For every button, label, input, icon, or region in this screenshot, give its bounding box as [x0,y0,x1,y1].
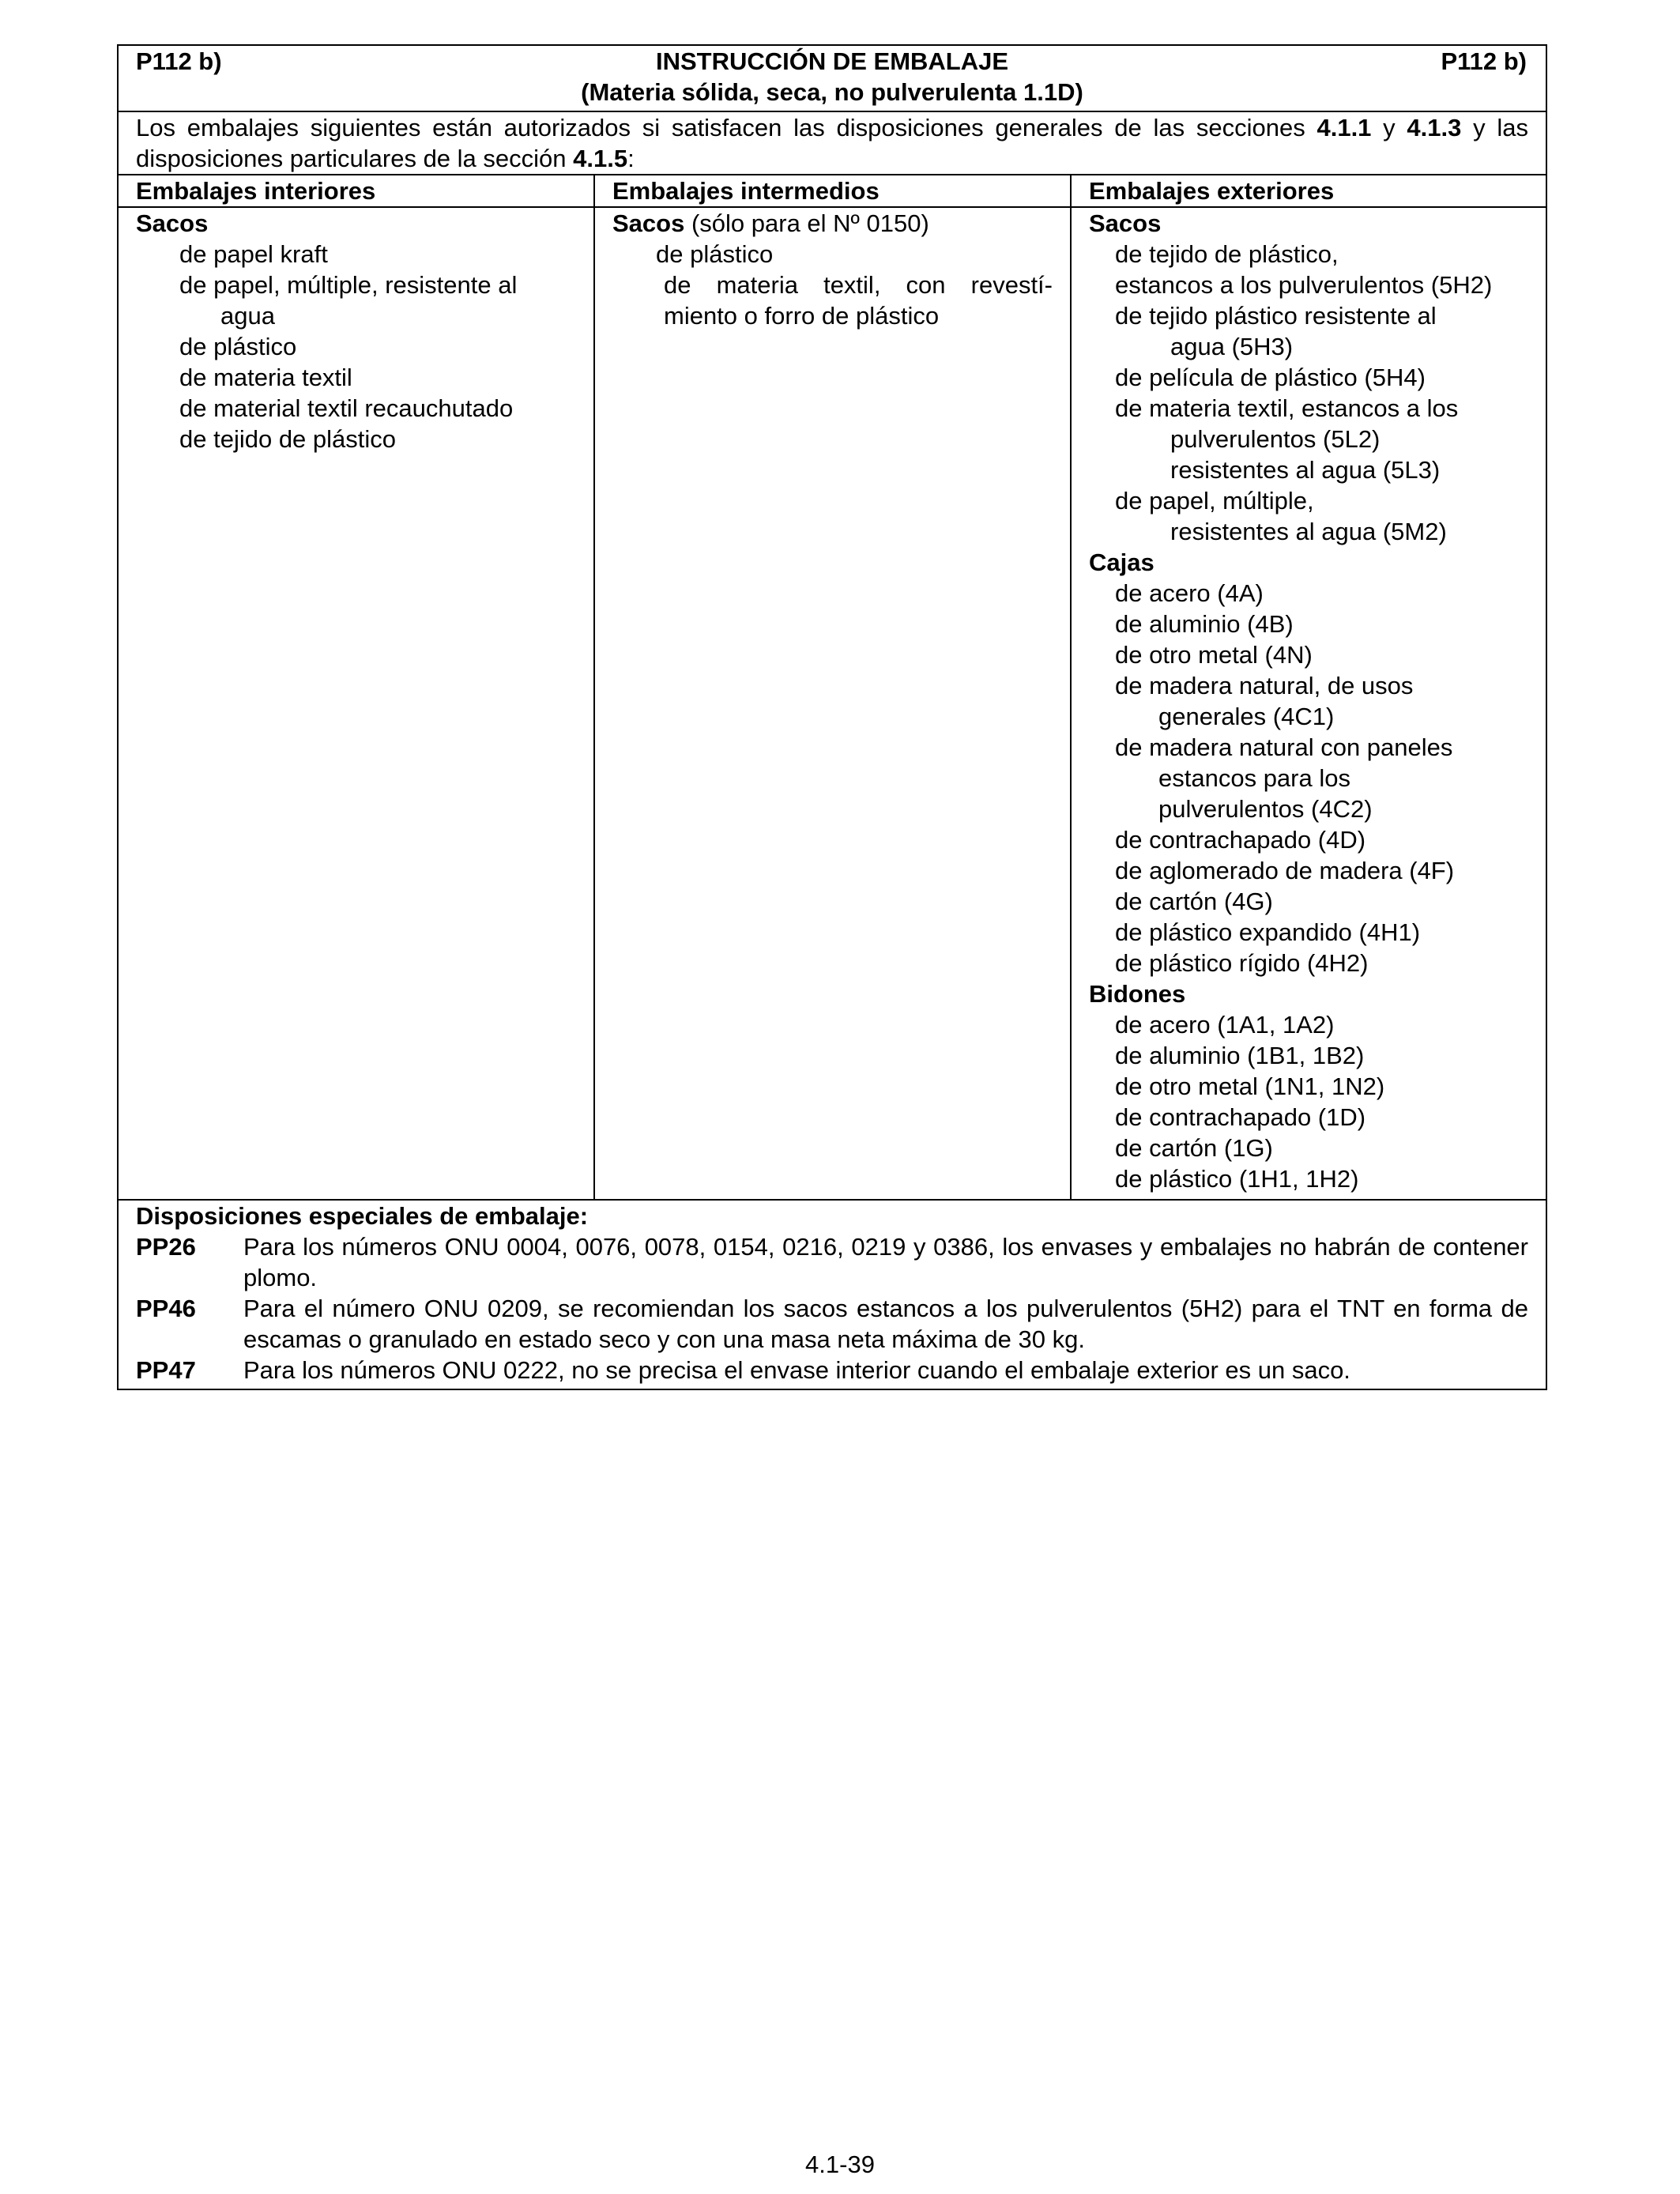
provision-pp46 [136,1293,1528,1355]
special-provisions [119,1201,1546,1389]
list-item: de plástico rígido (4H2) [1115,949,1369,977]
provision-text: Para los números ONU 0222, no se precisa el envase interior cuando el embalaje exterior es un saco. [243,1356,1350,1384]
intro-ref-411: 4.1.1 [1317,114,1372,141]
inner-group-sacos: Sacos [136,209,209,237]
heading-intermediate: Embalajes intermedios [595,175,1072,206]
list-item: de contrachapado (4D) [1115,826,1366,854]
list-item: de otro metal (1N1, 1N2) [1115,1072,1385,1100]
outer-group-cajas: Cajas [1089,548,1155,576]
list-item-continuation: estancos para los [1158,764,1350,792]
intro-text-3: y las disposiciones particulares de la sección [136,114,1528,172]
list-item: de aluminio (1B1, 1B2) [1115,1042,1365,1069]
list-item: de material textil recauchutado [179,394,514,422]
list-item: de tejido plástico resistente al [1115,302,1437,330]
list-item: de contrachapado (1D) [1115,1103,1366,1131]
provision-code: PP47 [136,1356,196,1384]
list-item: de cartón (4G) [1115,888,1273,915]
list-item-continuation: agua [220,302,275,330]
instruction-title: INSTRUCCIÓN DE EMBALAJE [655,47,1009,75]
list-item-continuation: miento o forro de plástico [664,302,940,330]
packaging-body-row [119,208,1546,1201]
list-item: de materia textil, con revestí- [664,271,1053,299]
list-item: de papel, múltiple, resistente al [179,271,518,299]
provision-pp26 [136,1231,1528,1293]
page-number: 4.1-39 [805,2151,875,2178]
list-item-continuation: agua (5H3) [1170,333,1294,360]
list-item: de otro metal (4N) [1115,641,1313,669]
list-item: de materia textil [179,364,352,391]
list-item: de cartón (1G) [1115,1134,1273,1162]
list-item-continuation: generales (4C1) [1158,703,1335,730]
list-item: de aluminio (4B) [1115,610,1294,638]
list-item: de madera natural, de usos [1115,672,1414,699]
intermediate-group-sacos: Sacos [612,209,685,237]
packing-instruction-table [117,44,1547,1390]
list-item: de acero (1A1, 1A2) [1115,1011,1335,1039]
list-item: de madera natural con paneles [1115,733,1453,761]
intro-text-2: y [1371,114,1407,141]
provision-code: PP26 [136,1233,196,1261]
provision-text: Para el número ONU 0209, se recomiendan los sacos estancos a los pulverulentos (5H2) para el TNT en forma de escamas o granulado en estado seco y con una masa neta máxima de 30 kg. [243,1295,1528,1353]
intro-paragraph [119,112,1546,175]
list-item: de acero (4A) [1115,579,1264,607]
intermediate-group-note: (sólo para el Nº 0150) [684,209,929,237]
title-row [119,46,1546,112]
list-item: de materia textil, estancos a los [1115,394,1459,422]
list-item: de tejido de plástico [179,425,397,453]
outer-group-bidones: Bidones [1089,980,1186,1008]
provision-code: PP46 [136,1295,196,1322]
list-item: de plástico expandido (4H1) [1115,918,1421,946]
column-headings-row [119,175,1546,208]
list-item-continuation: resistentes al agua (5L3) [1170,456,1441,484]
list-item: de plástico (1H1, 1H2) [1115,1165,1359,1193]
special-provisions-title: Disposiciones especiales de embalaje: [136,1202,589,1230]
list-item-continuation: pulverulentos (4C2) [1158,795,1373,823]
provision-text: Para los números ONU 0004, 0076, 0078, 0154, 0216, 0219 y 0386, los envases y embalajes no habrán de contener plomo. [243,1233,1528,1291]
instruction-subtitle: (Materia sólida, seca, no pulverulenta 1.1D) [581,78,1083,106]
heading-inner: Embalajes interiores [119,175,595,206]
list-item: estancos a los pulverulentos (5H2) [1115,271,1493,299]
list-item: de tejido de plástico, [1115,240,1339,268]
list-item-continuation: resistentes al agua (5M2) [1170,518,1447,545]
provision-pp47 [136,1355,1528,1385]
intro-ref-415: 4.1.5 [573,145,628,172]
intermediate-packaging-column [595,208,1072,1199]
intermediate-group-line [612,208,1053,239]
instruction-title-block [119,46,1546,107]
inner-packaging-column [119,208,595,1199]
list-item: de aglomerado de madera (4F) [1115,857,1455,884]
list-item: de película de plástico (5H4) [1115,364,1426,391]
list-item: de plástico [656,240,774,268]
heading-outer: Embalajes exteriores [1089,177,1335,205]
instruction-code-right: P112 b) [1441,47,1527,75]
list-item: de plástico [179,333,297,360]
instruction-code-left: P112 b) [136,47,222,75]
outer-group-sacos: Sacos [1089,209,1162,237]
list-item-continuation: pulverulentos (5L2) [1170,425,1381,453]
list-item: de papel kraft [179,240,328,268]
intro-text-1: Los embalajes siguientes están autorizados si satisfacen las disposiciones generales de las secciones [136,114,1317,141]
outer-packaging-column [1072,208,1546,1199]
intro-text-4: : [627,145,635,172]
intro-ref-413: 4.1.3 [1407,114,1462,141]
list-item: de papel, múltiple, [1115,487,1314,515]
